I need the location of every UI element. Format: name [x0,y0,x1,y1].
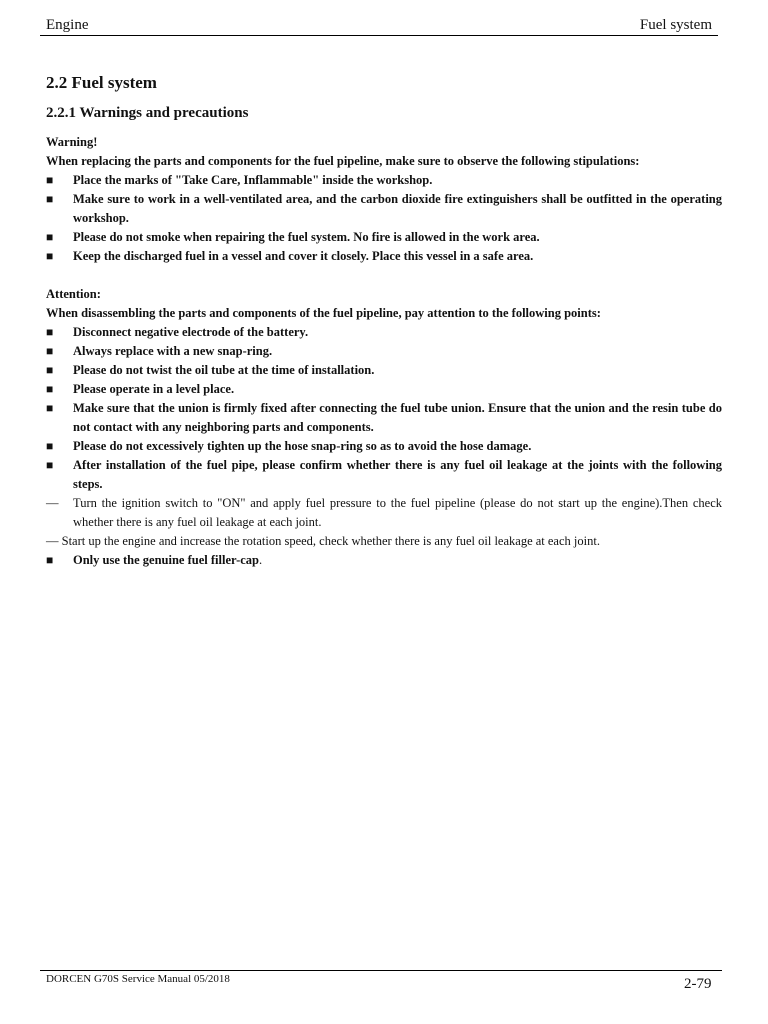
square-bullet-icon: ■ [46,553,54,567]
list-item: ■ Place the marks of "Take Care, Inflammable" inside the workshop. [46,171,722,190]
warning-list [46,171,722,266]
list-item: ■ Make sure to work in a well-ventilated area, and the carbon dioxide fire extinguishers shall be outfitted in the operating workshop. [46,192,722,225]
footer-manual-title: DORCEN G70S Service Manual 05/2018 [46,973,230,985]
square-bullet-icon: ■ [46,192,54,206]
page-header [40,16,718,36]
dash-bullet-icon: — [46,534,59,548]
list-item: ■ After installation of the fuel pipe, please confirm whether there is any fuel oil leakage at the joints with the following steps. [46,458,722,491]
list-item: ■ Only use the genuine fuel filler-cap. [46,551,722,570]
square-bullet-icon: ■ [46,230,54,244]
list-item: ■ Please operate in a level place. [46,380,722,399]
list-item: ■ Disconnect negative electrode of the battery. [46,323,722,342]
attention-intro: When disassembling the parts and components of the fuel pipeline, pay attention to the following points: [46,306,601,320]
attention-list [46,323,722,532]
step-item: — Turn the ignition switch to "ON" and apply fuel pressure to the fuel pipeline (please do not start up the engine).Then check whether there is any fuel oil leakage at each joint. [46,496,722,529]
footer-rule [40,970,722,971]
list-item: ■ Please do not smoke when repairing the fuel system. No fire is allowed in the work area. [46,228,722,247]
square-bullet-icon: ■ [46,439,54,453]
square-bullet-icon: ■ [46,325,54,339]
page-number: 2-79 [684,976,712,992]
subsection-title: 2.2.1 Warnings and precautions [46,105,249,121]
dash-bullet-icon: — [46,496,59,510]
square-bullet-icon: ■ [46,173,54,187]
square-bullet-icon: ■ [46,249,54,263]
square-bullet-icon: ■ [46,344,54,358]
attention-list-end [46,551,722,570]
square-bullet-icon: ■ [46,401,54,415]
warning-intro: When replacing the parts and components for the fuel pipeline, make sure to observe the following stipulations: [46,154,640,168]
section-title: 2.2 Fuel system [46,73,157,92]
step-item: — Start up the engine and increase the rotation speed, check whether there is any fuel oil leakage at each joint. [46,534,600,548]
warning-label: Warning! [46,135,98,149]
list-item: ■ Always replace with a new snap-ring. [46,342,722,361]
list-item: ■ Keep the discharged fuel in a vessel and cover it closely. Place this vessel in a safe area. [46,247,722,266]
header-chapter: Engine [46,17,89,33]
square-bullet-icon: ■ [46,363,54,377]
square-bullet-icon: ■ [46,458,54,472]
list-item: ■ Make sure that the union is firmly fixed after connecting the fuel tube union. Ensure that the union and the resin tube do not contact with any neighboring parts and components. [46,401,722,434]
attention-label: Attention: [46,287,101,301]
list-item: ■ Please do not twist the oil tube at the time of installation. [46,361,722,380]
document-body [46,72,722,570]
square-bullet-icon: ■ [46,382,54,396]
header-section: Fuel system [639,17,712,33]
list-item: ■ Please do not excessively tighten up the hose snap-ring so as to avoid the hose damage. [46,437,722,456]
